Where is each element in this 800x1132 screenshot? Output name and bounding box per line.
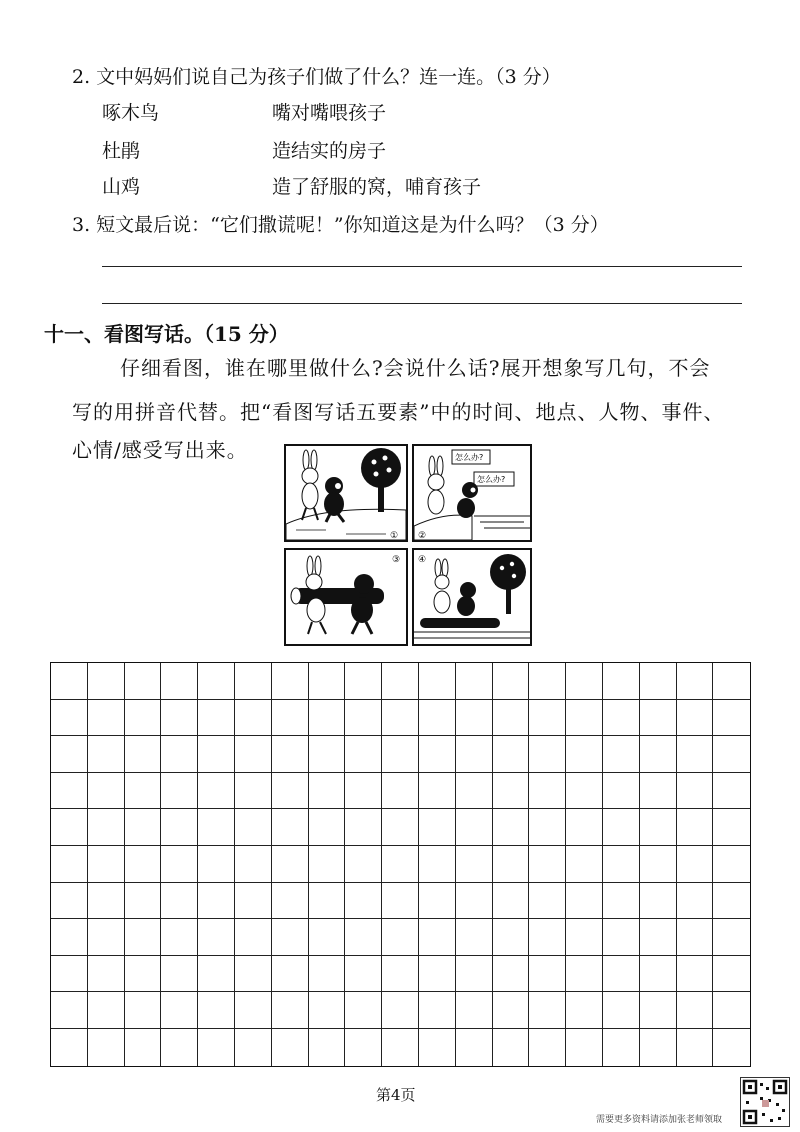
grid-cell[interactable]: [566, 1029, 603, 1066]
answer-line[interactable]: [102, 303, 742, 304]
speech-bubble-text: 怎么办?: [455, 453, 484, 462]
grid-cell[interactable]: [161, 883, 198, 920]
panel-number: ①: [390, 531, 399, 540]
grid-cell[interactable]: [419, 883, 456, 920]
rabbit-dog-walking-illustration: [286, 446, 406, 540]
grid-cell[interactable]: [198, 956, 235, 993]
grid-cell[interactable]: [125, 773, 162, 810]
grid-cell[interactable]: [419, 992, 456, 1029]
grid-cell[interactable]: [198, 992, 235, 1029]
grid-cell[interactable]: [198, 883, 235, 920]
grid-cell[interactable]: [493, 700, 530, 737]
grid-cell[interactable]: [309, 736, 346, 773]
grid-cell[interactable]: [345, 736, 382, 773]
grid-cell[interactable]: [272, 809, 309, 846]
grid-cell[interactable]: [345, 992, 382, 1029]
grid-cell[interactable]: [235, 700, 272, 737]
grid-cell[interactable]: [677, 992, 714, 1029]
grid-cell[interactable]: [309, 663, 346, 700]
grid-cell[interactable]: [51, 700, 88, 737]
grid-cell[interactable]: [345, 809, 382, 846]
grid-cell[interactable]: [603, 956, 640, 993]
grid-cell[interactable]: [566, 663, 603, 700]
grid-cell[interactable]: [566, 919, 603, 956]
grid-cell[interactable]: [88, 919, 125, 956]
instruction-line: 写的用拼音代替。把“看图写话五要素”中的时间、地点、人物、事件、: [72, 400, 725, 424]
grid-cell[interactable]: [529, 809, 566, 846]
grid-cell[interactable]: [272, 700, 309, 737]
grid-cell[interactable]: [272, 956, 309, 993]
grid-cell[interactable]: [235, 883, 272, 920]
answer-line[interactable]: [102, 266, 742, 267]
grid-cell[interactable]: [161, 809, 198, 846]
grid-cell[interactable]: [419, 1029, 456, 1066]
grid-cell[interactable]: [713, 1029, 750, 1066]
grid-cell[interactable]: [529, 956, 566, 993]
grid-cell[interactable]: [88, 809, 125, 846]
grid-cell[interactable]: [713, 846, 750, 883]
match-left-item: 杜鹃: [102, 140, 141, 162]
grid-cell[interactable]: [161, 956, 198, 993]
grid-cell[interactable]: [529, 773, 566, 810]
grid-row: [51, 809, 750, 846]
comic-panel-4: [412, 548, 532, 646]
grid-cell[interactable]: [529, 700, 566, 737]
grid-cell[interactable]: [456, 1029, 493, 1066]
grid-cell[interactable]: [345, 663, 382, 700]
grid-cell[interactable]: [88, 736, 125, 773]
grid-cell[interactable]: [419, 736, 456, 773]
grid-cell[interactable]: [640, 773, 677, 810]
grid-cell[interactable]: [125, 700, 162, 737]
grid-cell[interactable]: [51, 956, 88, 993]
match-right-item: 造了舒服的窝，哺育孩子: [272, 176, 482, 198]
grid-cell[interactable]: [603, 1029, 640, 1066]
grid-cell[interactable]: [640, 956, 677, 993]
comic-panel-2: [412, 444, 532, 542]
grid-cell[interactable]: [161, 846, 198, 883]
match-left-item: 啄木鸟: [102, 102, 160, 124]
grid-cell[interactable]: [603, 809, 640, 846]
grid-cell[interactable]: [382, 736, 419, 773]
grid-cell[interactable]: [529, 919, 566, 956]
question-2-text: 2. 文中妈妈们说自己为孩子们做了什么？连一连。（3 分）: [72, 66, 561, 88]
grid-cell[interactable]: [566, 956, 603, 993]
grid-cell[interactable]: [493, 919, 530, 956]
match-right-item: 造结实的房子: [272, 140, 387, 162]
grid-cell[interactable]: [235, 809, 272, 846]
grid-cell[interactable]: [51, 1029, 88, 1066]
grid-cell[interactable]: [456, 700, 493, 737]
grid-cell[interactable]: [419, 846, 456, 883]
grid-cell[interactable]: [345, 846, 382, 883]
grid-cell[interactable]: [272, 883, 309, 920]
grid-cell[interactable]: [309, 1029, 346, 1066]
grid-cell[interactable]: [88, 846, 125, 883]
grid-cell[interactable]: [382, 663, 419, 700]
speech-bubble-text: 怎么办?: [477, 475, 506, 484]
grid-cell[interactable]: [677, 809, 714, 846]
grid-cell[interactable]: [198, 1029, 235, 1066]
grid-cell[interactable]: [419, 809, 456, 846]
grid-cell[interactable]: [603, 663, 640, 700]
grid-cell[interactable]: [493, 846, 530, 883]
grid-cell[interactable]: [382, 773, 419, 810]
grid-cell[interactable]: [345, 1029, 382, 1066]
grid-cell[interactable]: [125, 992, 162, 1029]
grid-cell[interactable]: [382, 809, 419, 846]
log-bridge-illustration: [414, 550, 530, 644]
rabbit-dog-river-illustration: [414, 446, 530, 540]
grid-cell[interactable]: [677, 919, 714, 956]
grid-cell[interactable]: [493, 1029, 530, 1066]
grid-cell[interactable]: [309, 773, 346, 810]
panel-number: ④: [418, 555, 427, 565]
grid-cell[interactable]: [309, 809, 346, 846]
grid-cell[interactable]: [198, 846, 235, 883]
grid-cell[interactable]: [529, 736, 566, 773]
grid-cell[interactable]: [198, 773, 235, 810]
grid-cell[interactable]: [640, 846, 677, 883]
grid-cell[interactable]: [603, 700, 640, 737]
grid-cell[interactable]: [161, 663, 198, 700]
promo-text: 需要更多资料请添加张老师领取: [596, 1115, 723, 1125]
grid-cell[interactable]: [529, 883, 566, 920]
grid-cell[interactable]: [677, 956, 714, 993]
grid-cell[interactable]: [456, 736, 493, 773]
grid-cell[interactable]: [235, 1029, 272, 1066]
grid-cell[interactable]: [640, 736, 677, 773]
grid-cell[interactable]: [493, 663, 530, 700]
grid-cell[interactable]: [566, 809, 603, 846]
grid-cell[interactable]: [493, 809, 530, 846]
grid-cell[interactable]: [456, 809, 493, 846]
grid-cell[interactable]: [309, 846, 346, 883]
grid-cell[interactable]: [566, 736, 603, 773]
grid-cell[interactable]: [713, 992, 750, 1029]
grid-cell[interactable]: [88, 1029, 125, 1066]
grid-cell[interactable]: [235, 992, 272, 1029]
grid-cell[interactable]: [566, 773, 603, 810]
grid-cell[interactable]: [566, 992, 603, 1029]
writing-grid[interactable]: [50, 662, 751, 1067]
grid-cell[interactable]: [125, 1029, 162, 1066]
grid-cell[interactable]: [713, 956, 750, 993]
grid-cell[interactable]: [677, 846, 714, 883]
grid-cell[interactable]: [493, 956, 530, 993]
grid-cell[interactable]: [235, 773, 272, 810]
grid-cell[interactable]: [88, 663, 125, 700]
grid-cell[interactable]: [51, 773, 88, 810]
grid-cell[interactable]: [235, 846, 272, 883]
grid-cell[interactable]: [51, 663, 88, 700]
grid-cell[interactable]: [640, 809, 677, 846]
grid-row: [51, 773, 750, 810]
grid-cell[interactable]: [161, 736, 198, 773]
grid-cell[interactable]: [677, 700, 714, 737]
grid-cell[interactable]: [51, 883, 88, 920]
grid-cell[interactable]: [345, 773, 382, 810]
grid-cell[interactable]: [493, 736, 530, 773]
grid-cell[interactable]: [161, 700, 198, 737]
grid-cell[interactable]: [272, 736, 309, 773]
grid-cell[interactable]: [713, 663, 750, 700]
grid-cell[interactable]: [88, 700, 125, 737]
panel-number: ③: [392, 555, 401, 565]
grid-cell[interactable]: [272, 1029, 309, 1066]
grid-cell[interactable]: [309, 992, 346, 1029]
grid-cell[interactable]: [272, 846, 309, 883]
grid-cell[interactable]: [88, 992, 125, 1029]
grid-cell[interactable]: [272, 992, 309, 1029]
grid-cell[interactable]: [309, 700, 346, 737]
grid-cell[interactable]: [640, 992, 677, 1029]
grid-cell[interactable]: [456, 663, 493, 700]
question-3-text: 3. 短文最后说：“它们撒谎呢！”你知道这是为什么吗？（3 分）: [72, 214, 609, 236]
grid-cell[interactable]: [456, 956, 493, 993]
grid-cell[interactable]: [677, 663, 714, 700]
grid-cell[interactable]: [345, 883, 382, 920]
grid-cell[interactable]: [566, 846, 603, 883]
grid-cell[interactable]: [125, 663, 162, 700]
grid-cell[interactable]: [419, 956, 456, 993]
match-left-item: 山鸡: [102, 176, 141, 198]
grid-cell[interactable]: [713, 700, 750, 737]
grid-cell[interactable]: [419, 700, 456, 737]
grid-cell[interactable]: [198, 736, 235, 773]
grid-cell[interactable]: [493, 773, 530, 810]
grid-cell[interactable]: [603, 773, 640, 810]
grid-cell[interactable]: [713, 736, 750, 773]
grid-cell[interactable]: [345, 700, 382, 737]
grid-cell[interactable]: [677, 1029, 714, 1066]
grid-cell[interactable]: [198, 663, 235, 700]
grid-cell[interactable]: [529, 663, 566, 700]
section-title: 十一、看图写话。（15 分）: [44, 322, 289, 346]
grid-row: [51, 1029, 750, 1066]
grid-cell[interactable]: [88, 773, 125, 810]
comic-panel-3: [284, 548, 408, 646]
grid-cell[interactable]: [382, 1029, 419, 1066]
grid-cell[interactable]: [235, 736, 272, 773]
grid-cell[interactable]: [51, 919, 88, 956]
grid-cell[interactable]: [566, 883, 603, 920]
grid-cell[interactable]: [51, 992, 88, 1029]
grid-cell[interactable]: [235, 956, 272, 993]
grid-cell[interactable]: [272, 919, 309, 956]
grid-cell[interactable]: [456, 919, 493, 956]
panel-number: ②: [418, 531, 427, 540]
grid-row: [51, 736, 750, 773]
carrying-log-illustration: [286, 550, 406, 644]
grid-row: [51, 956, 750, 993]
grid-cell[interactable]: [640, 883, 677, 920]
grid-cell[interactable]: [493, 992, 530, 1029]
grid-cell[interactable]: [713, 919, 750, 956]
grid-cell[interactable]: [125, 919, 162, 956]
grid-cell[interactable]: [382, 992, 419, 1029]
comic-panel-1: [284, 444, 408, 542]
grid-cell[interactable]: [677, 736, 714, 773]
grid-cell[interactable]: [603, 736, 640, 773]
grid-cell[interactable]: [198, 919, 235, 956]
grid-cell[interactable]: [529, 992, 566, 1029]
grid-row: [51, 700, 750, 737]
grid-cell[interactable]: [456, 846, 493, 883]
grid-cell[interactable]: [713, 809, 750, 846]
grid-cell[interactable]: [309, 883, 346, 920]
grid-cell[interactable]: [493, 883, 530, 920]
grid-cell[interactable]: [125, 846, 162, 883]
grid-cell[interactable]: [309, 956, 346, 993]
grid-cell[interactable]: [640, 663, 677, 700]
grid-cell[interactable]: [677, 883, 714, 920]
grid-cell[interactable]: [345, 919, 382, 956]
grid-cell[interactable]: [419, 773, 456, 810]
grid-cell[interactable]: [382, 700, 419, 737]
grid-cell[interactable]: [603, 883, 640, 920]
grid-cell[interactable]: [161, 773, 198, 810]
grid-cell[interactable]: [419, 663, 456, 700]
grid-cell[interactable]: [161, 992, 198, 1029]
grid-cell[interactable]: [161, 919, 198, 956]
grid-cell[interactable]: [640, 1029, 677, 1066]
grid-cell[interactable]: [125, 883, 162, 920]
grid-cell[interactable]: [51, 809, 88, 846]
grid-cell[interactable]: [345, 956, 382, 993]
grid-cell[interactable]: [125, 956, 162, 993]
match-right-item: 嘴对嘴喂孩子: [272, 102, 387, 124]
page-number: 第4页: [376, 1086, 416, 1104]
instruction-line: 仔细看图，谁在哪里做什么?会说什么话?展开想象写几句，不会: [120, 356, 711, 380]
grid-cell[interactable]: [456, 992, 493, 1029]
grid-cell[interactable]: [456, 773, 493, 810]
grid-cell[interactable]: [235, 663, 272, 700]
grid-cell[interactable]: [88, 883, 125, 920]
grid-cell[interactable]: [677, 773, 714, 810]
grid-cell[interactable]: [603, 919, 640, 956]
grid-row: [51, 846, 750, 883]
grid-cell[interactable]: [566, 700, 603, 737]
grid-cell[interactable]: [198, 700, 235, 737]
grid-cell[interactable]: [235, 919, 272, 956]
grid-cell[interactable]: [603, 992, 640, 1029]
grid-cell[interactable]: [309, 919, 346, 956]
grid-cell[interactable]: [713, 773, 750, 810]
grid-row: [51, 663, 750, 700]
grid-row: [51, 919, 750, 956]
grid-cell[interactable]: [382, 883, 419, 920]
grid-row: [51, 883, 750, 920]
grid-cell[interactable]: [88, 956, 125, 993]
grid-cell[interactable]: [382, 919, 419, 956]
grid-cell[interactable]: [198, 809, 235, 846]
grid-cell[interactable]: [51, 736, 88, 773]
grid-cell[interactable]: [51, 846, 88, 883]
grid-row: [51, 992, 750, 1029]
grid-cell[interactable]: [419, 919, 456, 956]
grid-cell[interactable]: [382, 846, 419, 883]
grid-cell[interactable]: [713, 883, 750, 920]
instruction-line: 心情/感受写出来。: [72, 438, 248, 462]
grid-cell[interactable]: [382, 956, 419, 993]
grid-cell[interactable]: [125, 736, 162, 773]
grid-cell[interactable]: [125, 809, 162, 846]
grid-cell[interactable]: [272, 773, 309, 810]
grid-cell[interactable]: [640, 700, 677, 737]
qr-code-icon: [740, 1077, 790, 1127]
grid-cell[interactable]: [603, 846, 640, 883]
grid-cell[interactable]: [161, 1029, 198, 1066]
grid-cell[interactable]: [272, 663, 309, 700]
grid-cell[interactable]: [529, 1029, 566, 1066]
grid-cell[interactable]: [640, 919, 677, 956]
grid-cell[interactable]: [529, 846, 566, 883]
grid-cell[interactable]: [456, 883, 493, 920]
